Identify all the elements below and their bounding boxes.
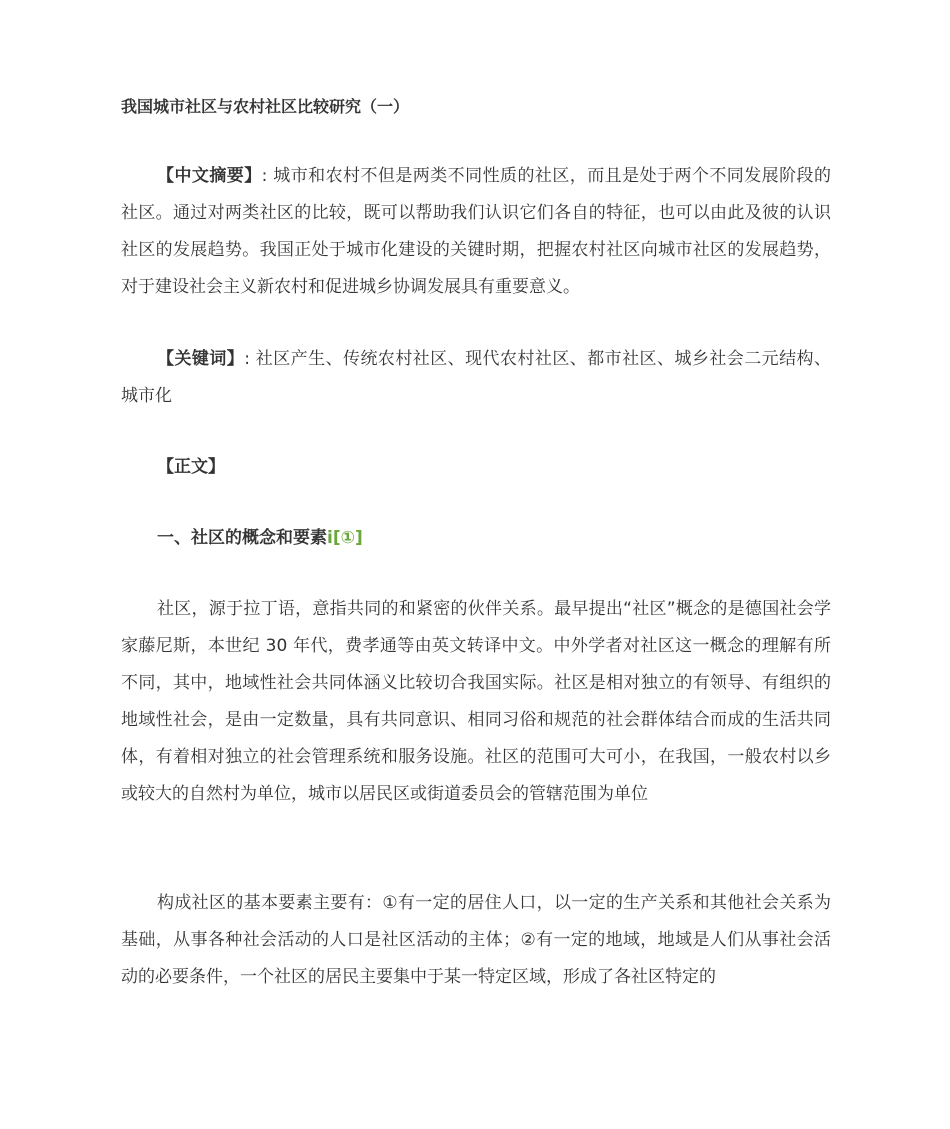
keywords-label: 【关键词】 bbox=[157, 349, 245, 369]
keywords-text: : 社区产生、传统农村社区、现代农村社区、都市社区、城乡社会二元结构、城市化 bbox=[121, 349, 831, 406]
abstract-label: 【中文摘要】 bbox=[157, 166, 262, 186]
abstract-paragraph bbox=[121, 158, 831, 306]
body-label-paragraph bbox=[121, 449, 831, 486]
body-label: 【正文】 bbox=[157, 457, 225, 477]
keywords-paragraph bbox=[121, 341, 831, 415]
section-heading bbox=[157, 520, 363, 557]
abstract-text: : 城市和农村不但是两类不同性质的社区，而且是处于两个不同发展阶段的社区。通过对两类社区的比较，既可以帮助我们认识它们各自的特征，也可以由此及彼的认识社区的发展趋势。我国正处于城市化建设的关键时期，把握农村社区向城市社区的发展趋势，对于建设社会主义新农村和促进城乡协调发展具有重要意义。 bbox=[121, 166, 831, 297]
footnote-link[interactable]: i[①] bbox=[327, 528, 363, 548]
concept-paragraph: 社区，源于拉丁语，意指共同的和紧密的伙伴关系。最早提出“社区”概念的是德国社会学家藤尼斯，本世纪 30 年代，费孝通等由英文转译中文。中外学者对社区这一概念的理解有所不同，其中，地域性社会共同体涵义比较切合我国实际。社区是相对独立的有领导、有组织的地域性社会，是由一定数量，具有共同意识、相同习俗和规范的社会群体结合而成的生活共同体，有着相对独立的社会管理系统和服务设施。社区的范围可大可小，在我国，一般农村以乡或较大的自然村为单位，城市以居民区或街道委员会的管辖范围为单位 bbox=[121, 599, 831, 804]
elements-paragraph: 构成社区的基本要素主要有：①有一定的居住人口，以一定的生产关系和其他社会关系为基础，从事各种社会活动的人口是社区活动的主体；②有一定的地域，地域是人们从事社会活动的必要条件，一个社区的居民主要集中于某一特定区域，形成了各社区特定的 bbox=[121, 893, 831, 987]
section-heading-text: 一、社区的概念和要素 bbox=[157, 528, 327, 548]
document-title: 我国城市社区与农村社区比较研究（一） bbox=[121, 97, 410, 116]
